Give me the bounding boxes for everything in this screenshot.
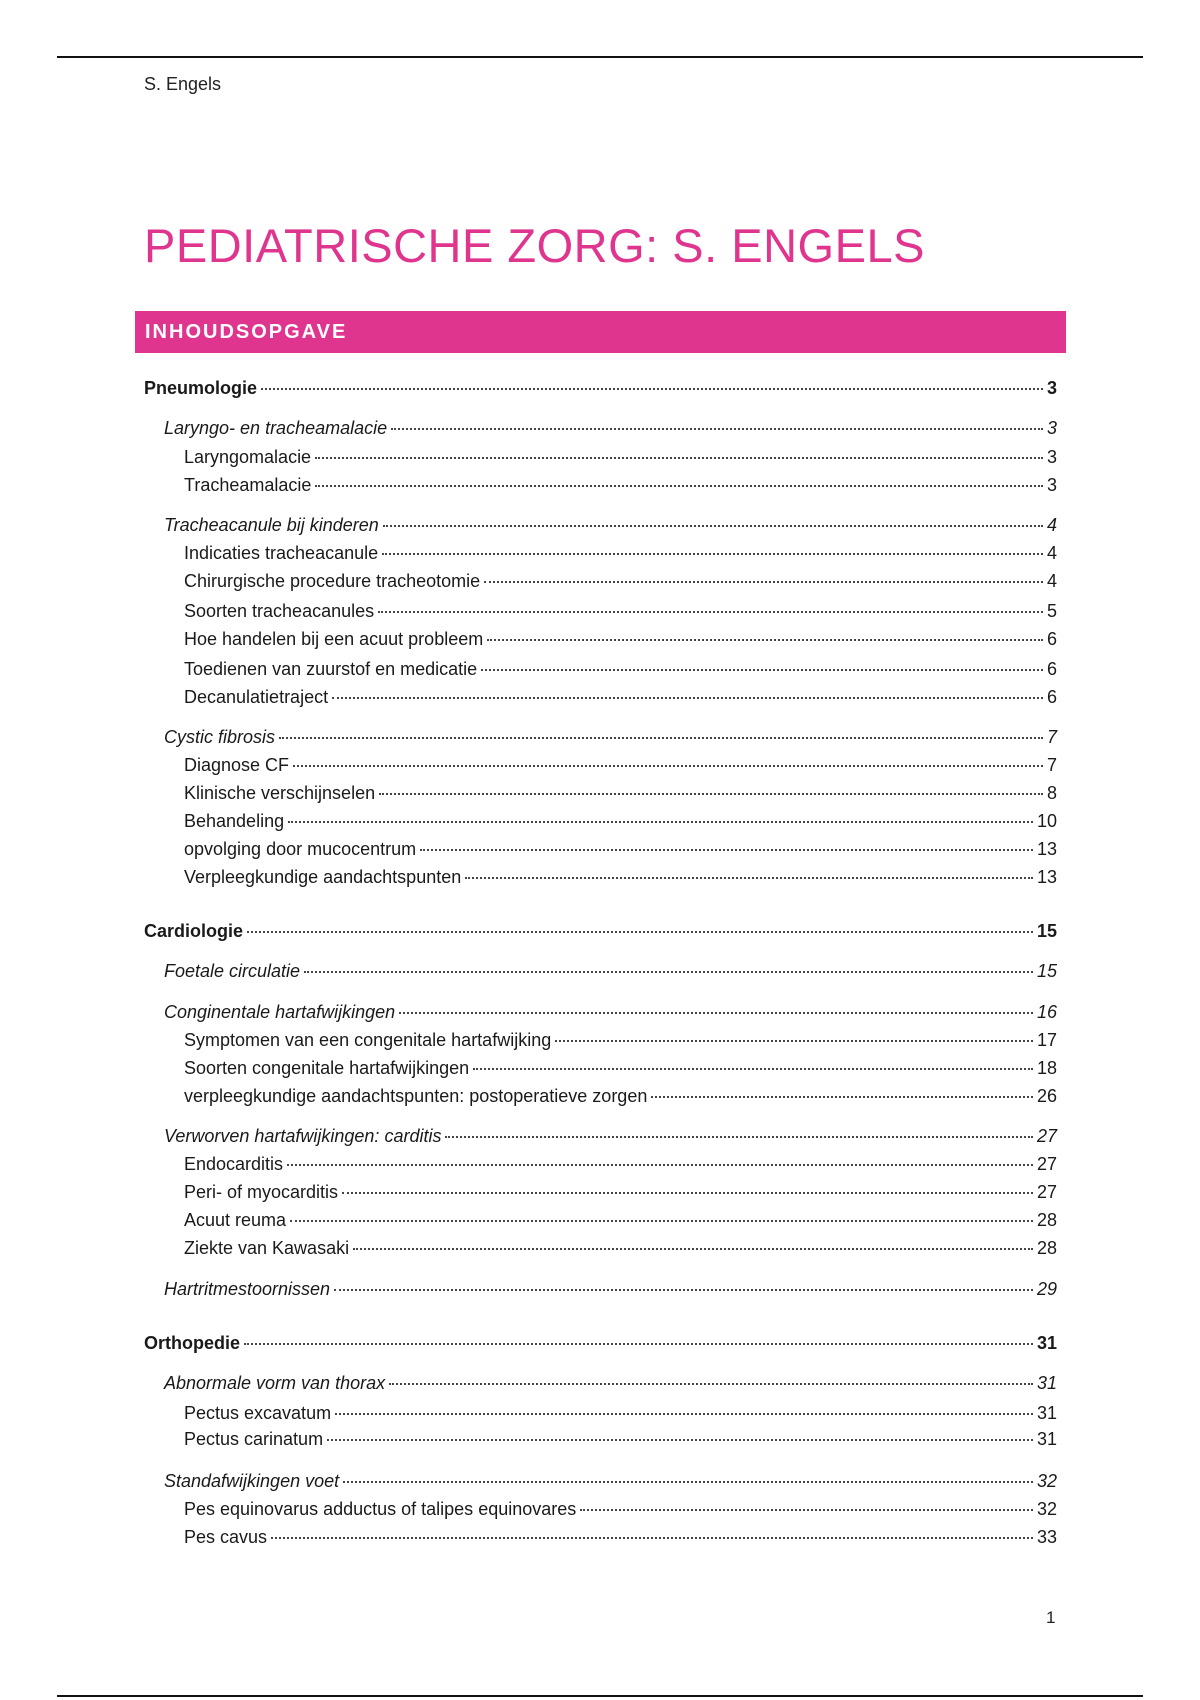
toc-entry-pneumologie[interactable]: Pneumologie 3: [144, 378, 1057, 398]
running-header: S. Engels: [144, 74, 222, 94]
document-title: PEDIATRISCHE ZORG: S. ENGELS: [144, 219, 925, 272]
toc-entry-pectus-excavatum[interactable]: Pectus excavatum 31: [184, 1403, 1057, 1423]
toc-entry-indicaties[interactable]: Indicaties tracheacanule 4: [184, 543, 1057, 563]
top-rule: [57, 56, 1143, 58]
toc-heading: INHOUDSOPGAVE: [145, 321, 348, 343]
toc-entry-pes-cavus[interactable]: Pes cavus 33: [184, 1527, 1057, 1547]
toc-entry-abnormale-thorax[interactable]: Abnormale vorm van thorax 31: [164, 1373, 1057, 1393]
toc-entry-verpleegkundige-aandachtspunten[interactable]: Verpleegkundige aandachtspunten 13: [184, 867, 1057, 887]
toc-entry-mucocentrum[interactable]: opvolging door mucocentrum 13: [184, 839, 1057, 859]
toc-entry-myocarditis[interactable]: Peri- of myocarditis 27: [184, 1182, 1057, 1202]
toc-entry-chirurgische-procedure[interactable]: Chirurgische procedure tracheotomie 4: [184, 571, 1057, 591]
toc-entry-tracheamalacie[interactable]: Tracheamalacie 3: [184, 475, 1057, 495]
toc-entry-verworven-hartafwijkingen[interactable]: Verworven hartafwijkingen: carditis 27: [164, 1126, 1057, 1146]
toc-entry-orthopedie[interactable]: Orthopedie 31: [144, 1333, 1057, 1353]
toc-entry-laryngo-tracheamalacie[interactable]: Laryngo- en tracheamalacie 3: [164, 418, 1057, 438]
toc-entry-acuut-reuma[interactable]: Acuut reuma 28: [184, 1210, 1057, 1230]
toc-entry-soorten-hartafwijkingen[interactable]: Soorten congenitale hartafwijkingen 18: [184, 1058, 1057, 1078]
toc-entry-endocarditis[interactable]: Endocarditis 27: [184, 1154, 1057, 1174]
toc-entry-behandeling[interactable]: Behandeling 10: [184, 811, 1057, 831]
toc-entry-diagnose-cf[interactable]: Diagnose CF 7: [184, 755, 1057, 775]
toc-heading-banner: [135, 311, 1066, 353]
toc-entry-kawasaki[interactable]: Ziekte van Kawasaki 28: [184, 1238, 1057, 1258]
toc-entry-conginentale-hartafwijkingen[interactable]: Conginentale hartafwijkingen 16: [164, 1002, 1057, 1022]
toc-entry-laryngomalacie[interactable]: Laryngomalacie 3: [184, 447, 1057, 467]
toc-entry-cardiologie[interactable]: Cardiologie 15: [144, 921, 1057, 941]
toc-entry-tracheacanule[interactable]: Tracheacanule bij kinderen 4: [164, 515, 1057, 535]
toc-entry-foetale-circulatie[interactable]: Foetale circulatie 15: [164, 961, 1057, 981]
toc-entry-zuurstof-medicatie[interactable]: Toedienen van zuurstof en medicatie 6: [184, 659, 1057, 679]
toc-entry-postoperatieve-zorgen[interactable]: verpleegkundige aandachtspunten: postoperatieve zorgen 26: [184, 1086, 1057, 1106]
toc-entry-standafwijkingen-voet[interactable]: Standafwijkingen voet 32: [164, 1471, 1057, 1491]
toc-entry-decanulatietraject[interactable]: Decanulatietraject 6: [184, 687, 1057, 707]
toc-entry-soorten-tracheacanules[interactable]: Soorten tracheacanules 5: [184, 601, 1057, 621]
toc-entry-cystic-fibrosis[interactable]: Cystic fibrosis 7: [164, 727, 1057, 747]
toc-entry-symptomen[interactable]: Symptomen van een congenitale hartafwijking 17: [184, 1030, 1057, 1050]
toc-entry-pes-equinovarus[interactable]: Pes equinovarus adductus of talipes equinovares 32: [184, 1499, 1057, 1519]
page-number: 1: [1046, 1608, 1056, 1627]
toc-entry-acuut-probleem[interactable]: Hoe handelen bij een acuut probleem 6: [184, 629, 1057, 649]
toc-entry-hartritmestoornissen[interactable]: Hartritmestoornissen 29: [164, 1279, 1057, 1299]
toc-entry-pectus-carinatum[interactable]: Pectus carinatum 31: [184, 1429, 1057, 1449]
bottom-rule: [57, 1695, 1143, 1697]
toc-entry-klinische-verschijnselen[interactable]: Klinische verschijnselen 8: [184, 783, 1057, 803]
